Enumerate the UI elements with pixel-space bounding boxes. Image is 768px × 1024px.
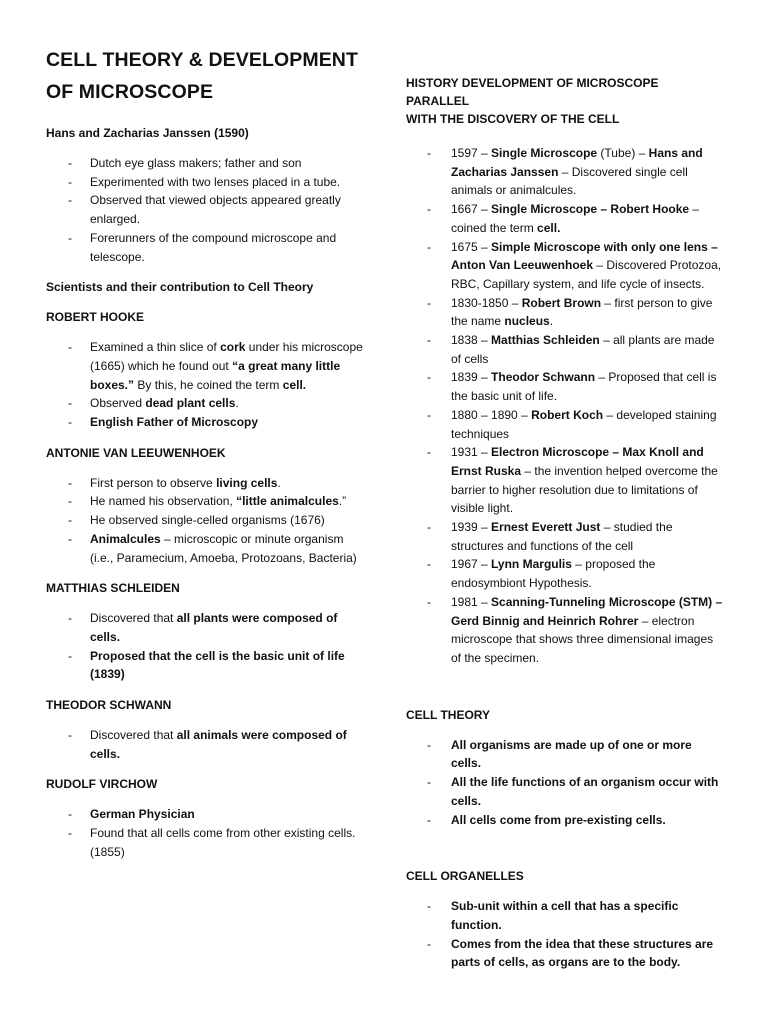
title-line-1: CELL THEORY & DEVELOPMENT [46,49,359,71]
list-item: - German Physician [46,805,364,824]
list-item: - Discovered that all animals were composed of cells. [46,726,364,763]
list-item: - Found that all cells come from other existing cells. (1855) [46,824,364,861]
list-item: - All organisms are made up of one or more cells. [406,736,724,773]
history-heading: HISTORY DEVELOPMENT OF MICROSCOPE PARALLEL WITH THE DISCOVERY OF THE CELL [406,76,659,126]
hooke-list [46,338,364,432]
list-item: - Comes from the idea that these structures are parts of cells, as organs are to the body. [406,935,724,972]
list-item: - 1675 – Simple Microscope with only one lens – Anton Van Leeuwenhoek – Discovered Protozoa, RBC, Capillary system, and life cycle of insects. [406,238,724,294]
title-line-2: OF MICROSCOPE [46,81,214,103]
list-item: - All cells come from pre-existing cells. [406,811,724,830]
left-column [46,44,364,874]
list-item: - 1931 – Electron Microscope – Max Knoll and Ernst Ruska – the invention helped overcome the barrier to higher resolution due to limitations of visible light. [406,443,724,518]
list-item: - 1880 – 1890 – Robert Koch – developed staining techniques [406,406,724,443]
right-column [406,74,724,984]
timeline-list [406,144,724,668]
list-item: - Sub-unit within a cell that has a specific function. [406,897,724,934]
list-item: - First person to observe living cells. [46,474,364,493]
schwann-list [46,726,364,763]
leeuwenhoek-heading: ANTONIE VAN LEEUWENHOEK [46,445,226,460]
list-item: - Animalcules – microscopic or minute organism (i.e., Paramecium, Amoeba, Protozoans, Bacteria) [46,530,364,567]
spacer [406,841,724,867]
virchow-list [46,805,364,861]
list-item: - Observed dead plant cells. [46,394,364,413]
scientists-heading: Scientists and their contribution to Cell Theory [46,280,314,295]
list-item: - English Father of Microscopy [46,413,364,432]
list-item: - 1967 – Lynn Margulis – proposed the endosymbiont Hypothesis. [406,555,724,592]
list-item: - Forerunners of the compound microscope and telescope. [46,229,364,266]
schwann-heading: THEODOR SCHWANN [46,698,172,713]
list-item: - All the life functions of an organism occur with cells. [406,773,724,810]
list-item: - 1839 – Theodor Schwann – Proposed that cell is the basic unit of life. [406,368,724,405]
list-item: - 1667 – Single Microscope – Robert Hooke – coined the term cell. [406,200,724,237]
organelles-heading: CELL ORGANELLES [406,869,524,884]
list-item: - Examined a thin slice of cork under his microscope (1665) which he found out “a great many little boxes.” By this, he coined the term cell. [46,338,364,394]
schleiden-list [46,609,364,684]
hooke-heading: ROBERT HOOKE [46,310,145,325]
cell-theory-heading: CELL THEORY [406,707,491,722]
list-item: - Discovered that all plants were composed of cells. [46,609,364,646]
spacer [406,680,724,706]
document-title [46,44,364,108]
list-item: - He observed single-celled organisms (1676) [46,511,364,530]
leeuwenhoek-list [46,474,364,568]
list-item: - Experimented with two lenses placed in a tube. [46,173,364,192]
list-item: - Proposed that the cell is the basic unit of life (1839) [46,647,364,684]
janssen-heading: Hans and Zacharias Janssen (1590) [46,126,249,140]
virchow-heading: RUDOLF VIRCHOW [46,777,158,792]
cell-theory-list [406,736,724,830]
list-item: - 1597 – Single Microscope (Tube) – Hans and Zacharias Janssen – Discovered single cell animals or animalcules. [406,144,724,200]
list-item: - 1981 – Scanning-Tunneling Microscope (STM) – Gerd Binnig and Heinrich Rohrer – electron microscope that shows three dimensional images of the specimen. [406,593,724,668]
list-item: - Dutch eye glass makers; father and son [46,154,364,173]
list-item: - He named his observation, “little animalcules.” [46,492,364,511]
organelles-list [406,897,724,972]
list-item: - 1830-1850 – Robert Brown – first person to give the name nucleus. [406,294,724,331]
schleiden-heading: MATTHIAS SCHLEIDEN [46,581,180,596]
list-item: - Observed that viewed objects appeared greatly enlarged. [46,191,364,228]
list-item: - 1939 – Ernest Everett Just – studied the structures and functions of the cell [406,518,724,555]
janssen-list [46,154,364,266]
list-item: - 1838 – Matthias Schleiden – all plants are made of cells [406,331,724,368]
